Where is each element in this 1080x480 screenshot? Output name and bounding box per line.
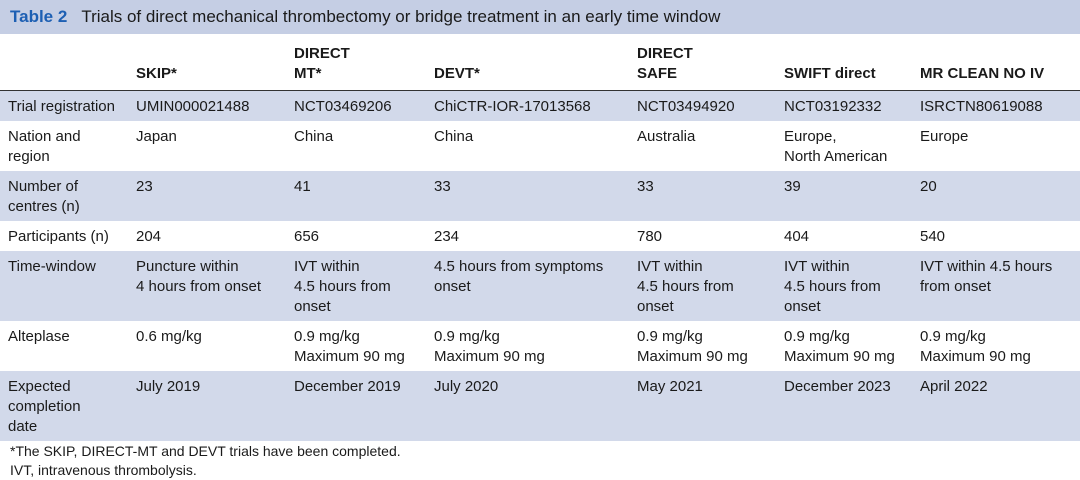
table-cell: Europe, North American [784, 127, 888, 165]
table-cell: 20 [920, 177, 937, 195]
table-row [0, 371, 1080, 441]
table-cell: UMIN000021488 [136, 97, 250, 115]
table-cell: IVT within 4.5 hours from onset [920, 257, 1053, 295]
header-cell: MR CLEAN NO IV [920, 64, 1045, 82]
row-label: Trial registration [8, 97, 115, 115]
header-cell: DEVT* [434, 64, 480, 82]
row-label: Expected completion date [8, 377, 81, 435]
table-cell: 234 [434, 227, 460, 245]
table-cell: NCT03192332 [784, 97, 882, 115]
table-cell: 204 [136, 227, 162, 245]
table-cell: 4.5 hours from symptoms onset [434, 257, 604, 295]
table-cell: Europe [920, 127, 969, 145]
table-cell: 0.9 mg/kg Maximum 90 mg [294, 327, 405, 365]
footnote-abbreviation: IVT, intravenous thrombolysis. [10, 462, 197, 478]
table-title: Trials of direct mechanical thrombectomy or bridge treatment in an early time window [81, 7, 721, 26]
table-cell: Puncture within 4 hours from onset [136, 257, 262, 295]
table-cell: 39 [784, 177, 801, 195]
table-cell: 41 [294, 177, 311, 195]
table-cell: NCT03469206 [294, 97, 392, 115]
header-cell: SKIP* [136, 64, 177, 82]
table-cell: 23 [136, 177, 153, 195]
table-row [0, 121, 1080, 171]
table-cell: IVT within 4.5 hours from onset [294, 257, 391, 315]
table-cell: 0.9 mg/kg Maximum 90 mg [434, 327, 545, 365]
trials-table [0, 34, 1080, 441]
table-cell: 0.9 mg/kg Maximum 90 mg [920, 327, 1031, 365]
header-cell: DIRECT SAFE [637, 44, 693, 82]
table-cell: 0.9 mg/kg Maximum 90 mg [637, 327, 748, 365]
table-cell: IVT within 4.5 hours from onset [784, 257, 881, 315]
table-cell: NCT03494920 [637, 97, 735, 115]
table-label: Table 2 [10, 7, 68, 26]
table-cell: 33 [637, 177, 654, 195]
table-cell: Australia [637, 127, 696, 145]
table-cell: China [294, 127, 334, 145]
table-row [0, 171, 1080, 221]
table-cell: ISRCTN80619088 [920, 97, 1043, 115]
table-cell: 33 [434, 177, 451, 195]
row-label: Number of centres (n) [8, 177, 80, 215]
table-cell: 780 [637, 227, 663, 245]
table-cell: December 2019 [294, 377, 401, 395]
table-row [0, 321, 1080, 371]
row-label: Participants (n) [8, 227, 109, 245]
footnotes [10, 442, 401, 480]
table-caption [0, 0, 1080, 34]
row-label: Alteplase [8, 327, 70, 345]
table-row [0, 221, 1080, 251]
table-cell: 404 [784, 227, 810, 245]
table-cell: July 2019 [136, 377, 201, 395]
table-cell: July 2020 [434, 377, 499, 395]
table-cell: ChiCTR-IOR-17013568 [434, 97, 591, 115]
header-row [0, 34, 1080, 90]
table-cell: April 2022 [920, 377, 988, 395]
table-cell: 0.9 mg/kg Maximum 90 mg [784, 327, 895, 365]
header-cell: SWIFT direct [784, 64, 876, 82]
header-cell-empty [0, 34, 128, 90]
table-row [0, 90, 1080, 121]
footnote-completed: *The SKIP, DIRECT-MT and DEVT trials have been completed. [10, 443, 401, 459]
table-row [0, 251, 1080, 321]
table-cell: December 2023 [784, 377, 891, 395]
table-cell: 540 [920, 227, 946, 245]
header-cell: DIRECT MT* [294, 44, 350, 82]
row-label: Nation and region [8, 127, 81, 165]
table-cell: IVT within 4.5 hours from onset [637, 257, 734, 315]
table-cell: Japan [136, 127, 177, 145]
table-cell: China [434, 127, 474, 145]
table-cell: May 2021 [637, 377, 703, 395]
row-label: Time-window [8, 257, 96, 275]
table-cell: 0.6 mg/kg [136, 327, 202, 345]
table-cell: 656 [294, 227, 320, 245]
